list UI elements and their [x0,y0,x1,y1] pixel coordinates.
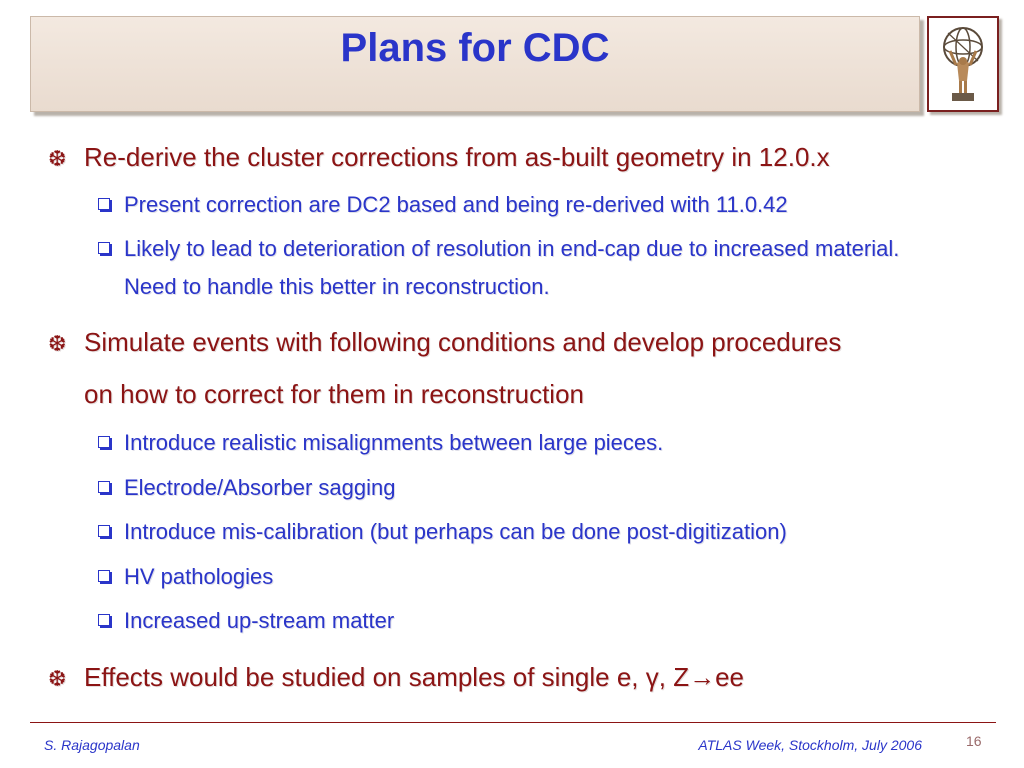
page-number: 16 [966,733,982,749]
square-bullet-icon [98,481,110,493]
sub-bullet-item [98,469,994,507]
footer-author: S. Rajagopalan [44,737,140,753]
sub-bullet-item [98,230,944,306]
square-bullet-icon [98,242,110,254]
footer-divider [30,722,996,723]
sub-bullet-text: HV pathologies [124,564,274,589]
bullet-item [48,316,844,420]
snowflake-bullet-icon: ❆ [48,146,67,171]
sub-bullet-item [98,186,994,224]
bullet-text: Simulate events with following conditions and develop procedures on how to correct for them in reconstruction [84,327,842,409]
sub-bullet-text: Introduce mis-calibration (but perhaps can be done post-digitization) [124,519,787,544]
sub-bullet-item [98,558,994,596]
footer-event: ATLAS Week, Stockholm, July 2006 [698,737,922,753]
square-bullet-icon [98,525,110,537]
bullet-text: Re-derive the cluster corrections from as-built geometry in 12.0.x [84,142,830,172]
square-bullet-icon [98,436,110,448]
bullet-text: Effects would be studied on samples of single e, γ, Z→ee [84,662,744,692]
sub-bullet-text: Introduce realistic misalignments between large pieces. [124,430,664,455]
sub-bullet-text: Electrode/Absorber sagging [124,475,396,500]
sub-bullet-item [98,424,994,462]
sub-bullet-item [98,513,994,551]
square-bullet-icon [98,614,110,626]
sub-bullet-text: Likely to lead to deterioration of resolution in end-cap due to increased material. Need to handle this better in reconstruction. [124,236,900,299]
sub-bullet-item [98,602,994,640]
bullet-item [48,131,984,185]
sub-bullet-text: Increased up-stream matter [124,608,395,633]
snowflake-bullet-icon: ❆ [48,666,67,691]
snowflake-bullet-icon: ❆ [48,331,67,356]
sub-bullet-text: Present correction are DC2 based and being re-derived with 11.0.42 [124,192,788,217]
square-bullet-icon [98,198,110,210]
slide-title: Plans for CDC [340,26,610,70]
square-bullet-icon [98,570,110,582]
bullet-item [48,651,984,705]
